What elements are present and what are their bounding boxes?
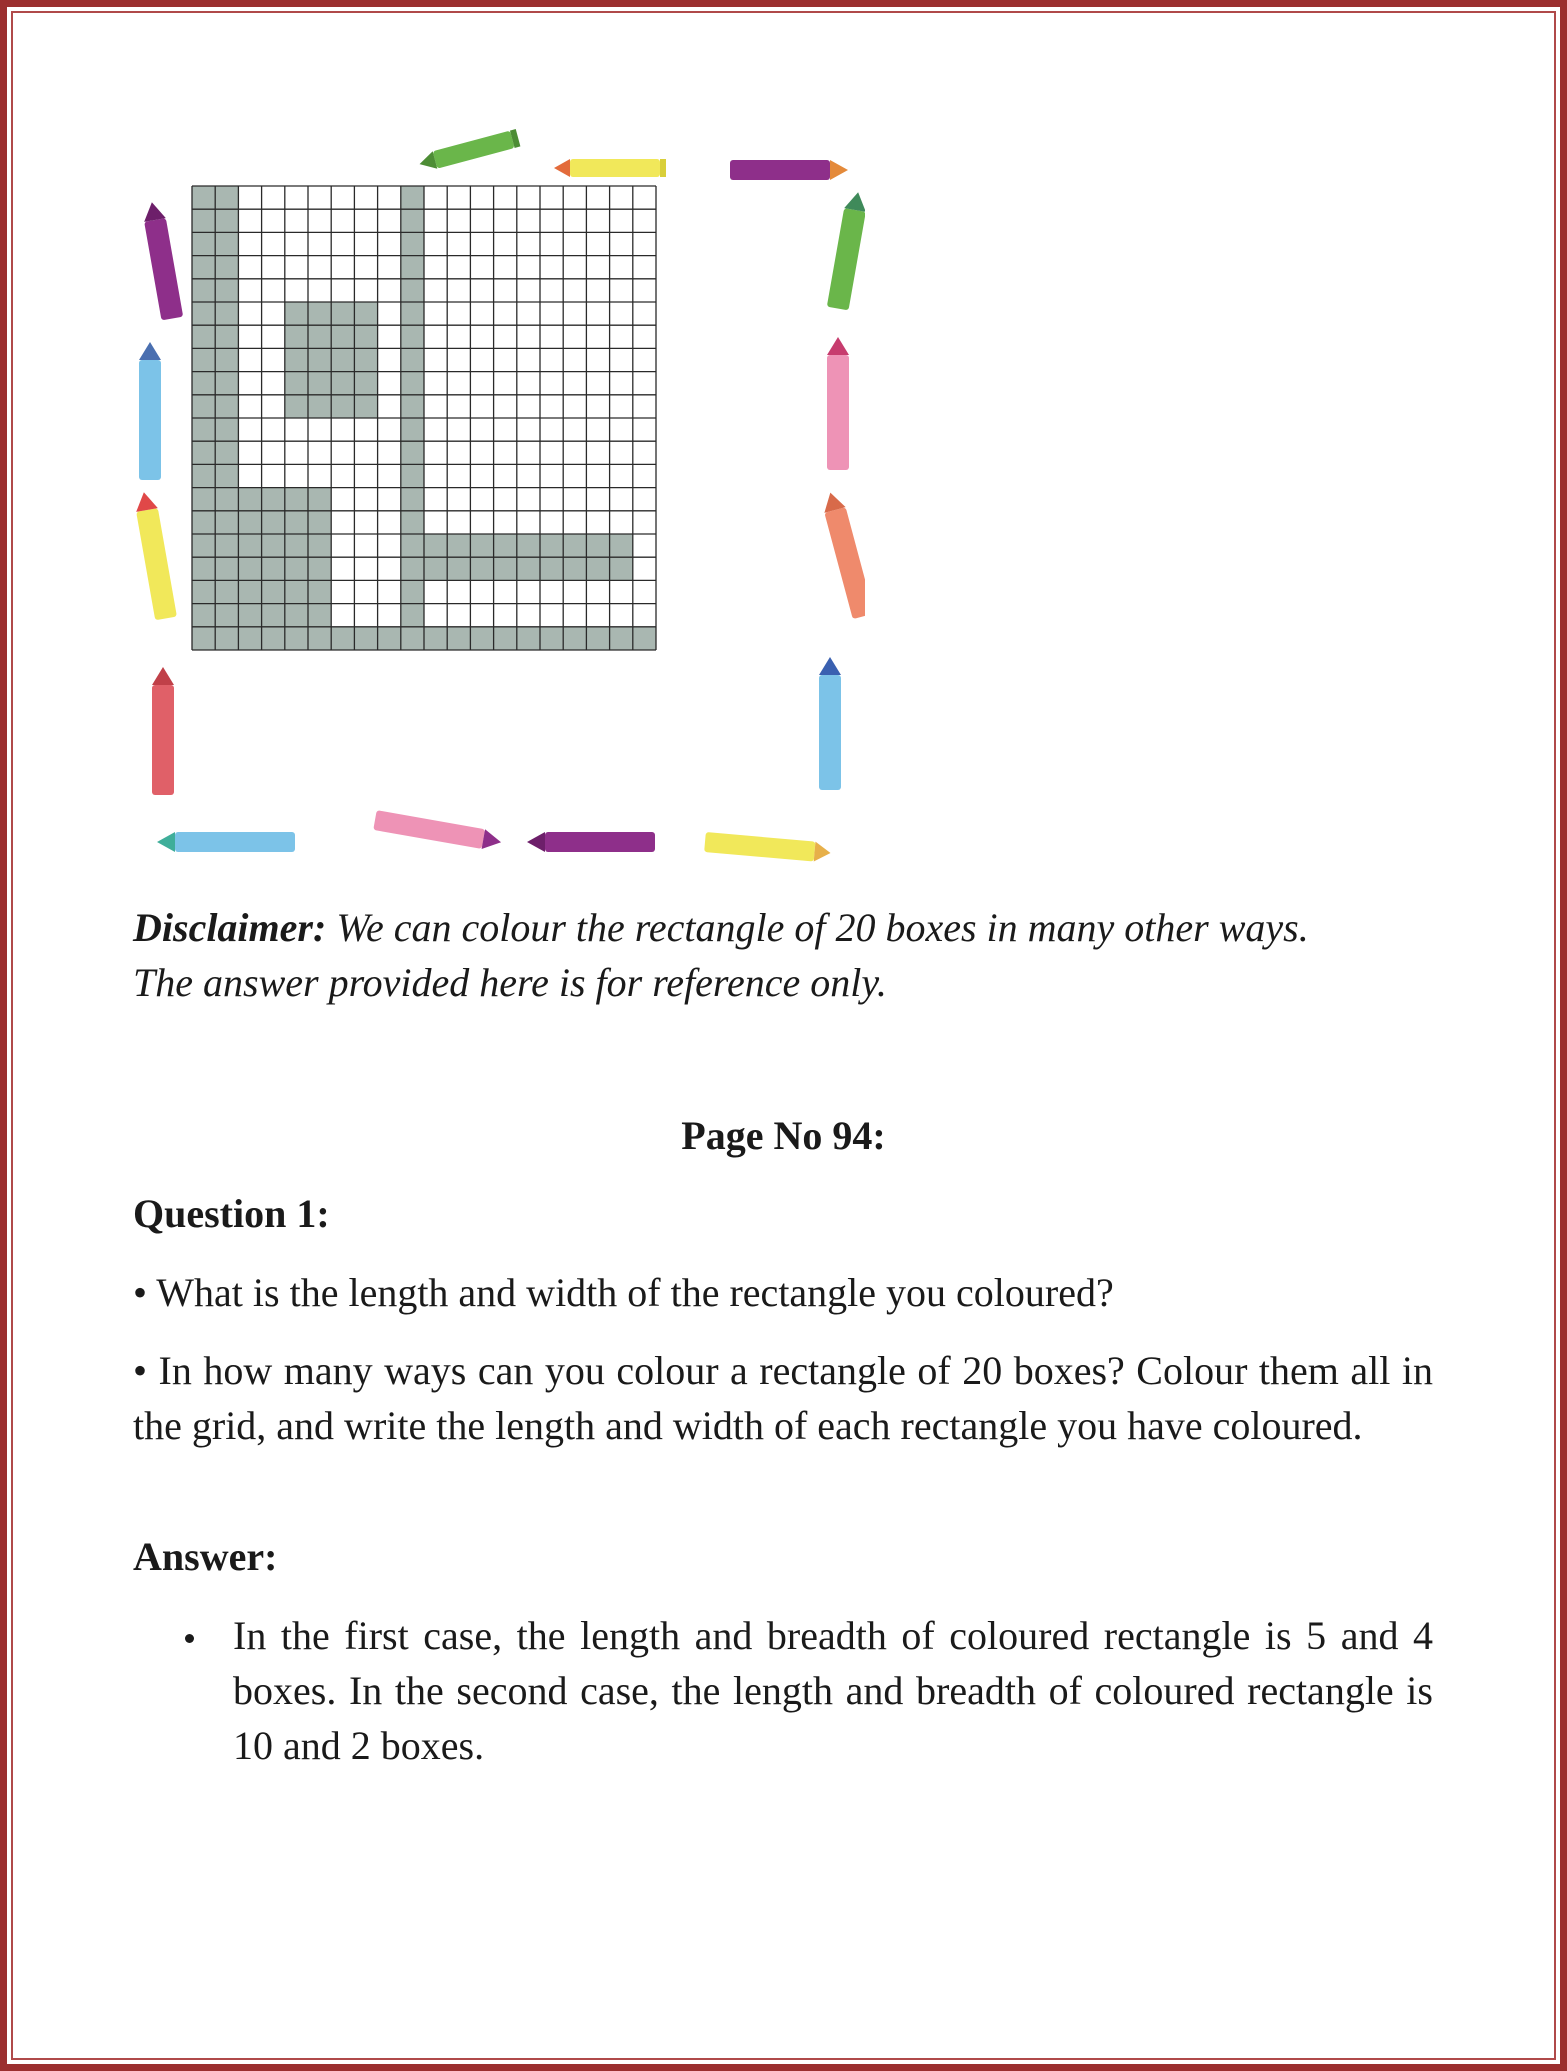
- grid-illustration: [125, 120, 865, 880]
- disclaimer: [133, 900, 1433, 1010]
- page-number-heading: Page No 94:: [681, 1113, 886, 1158]
- disclaimer-text-line1: We can colour the rectangle of 20 boxes in many other ways.: [326, 905, 1309, 950]
- crayon-left-red: [152, 667, 174, 795]
- question-title: Question 1:: [133, 1191, 330, 1236]
- answer-bullet-dot: [185, 1634, 194, 1643]
- crayon-right-blue: [819, 657, 841, 790]
- crayon-top-purple: [730, 160, 848, 180]
- crayon-bottom-blue: [157, 832, 295, 852]
- crayon-left-yellow: [133, 490, 177, 620]
- answer-item: In the first case, the length and breadth of coloured rectangle is 5 and 4 boxes. In the second case, the length and breadth of coloured rectangle is 10 and 2 boxes.: [233, 1613, 1433, 1768]
- question-bullet-2: • In how many ways can you colour a rectangle of 20 boxes? Colour them all in the grid, and write the length and width of each rectangle you have coloured.: [133, 1348, 1433, 1448]
- crayon-right-orange: [820, 490, 865, 619]
- crayon-left-purple: [141, 200, 183, 320]
- answer-title: Answer:: [133, 1534, 278, 1579]
- crayon-right-pink: [827, 337, 849, 470]
- question-bullet-1: • What is the length and width of the rectangle you coloured?: [133, 1270, 1114, 1315]
- coloured-grid-figure: [125, 120, 865, 880]
- crayon-top-yellow: [554, 159, 666, 177]
- crayon-bottom-purple: [527, 832, 655, 852]
- disclaimer-text-line2: The answer provided here is for reference only.: [133, 960, 887, 1005]
- grid-lines: [192, 186, 656, 650]
- crayon-bottom-pink: [373, 810, 503, 852]
- crayon-right-green: [827, 190, 865, 310]
- crayon-bottom-yellow: [704, 832, 831, 863]
- crayon-left-blue: [139, 342, 161, 480]
- disclaimer-label: Disclaimer:: [133, 905, 327, 950]
- crayon-top-green: [417, 129, 520, 173]
